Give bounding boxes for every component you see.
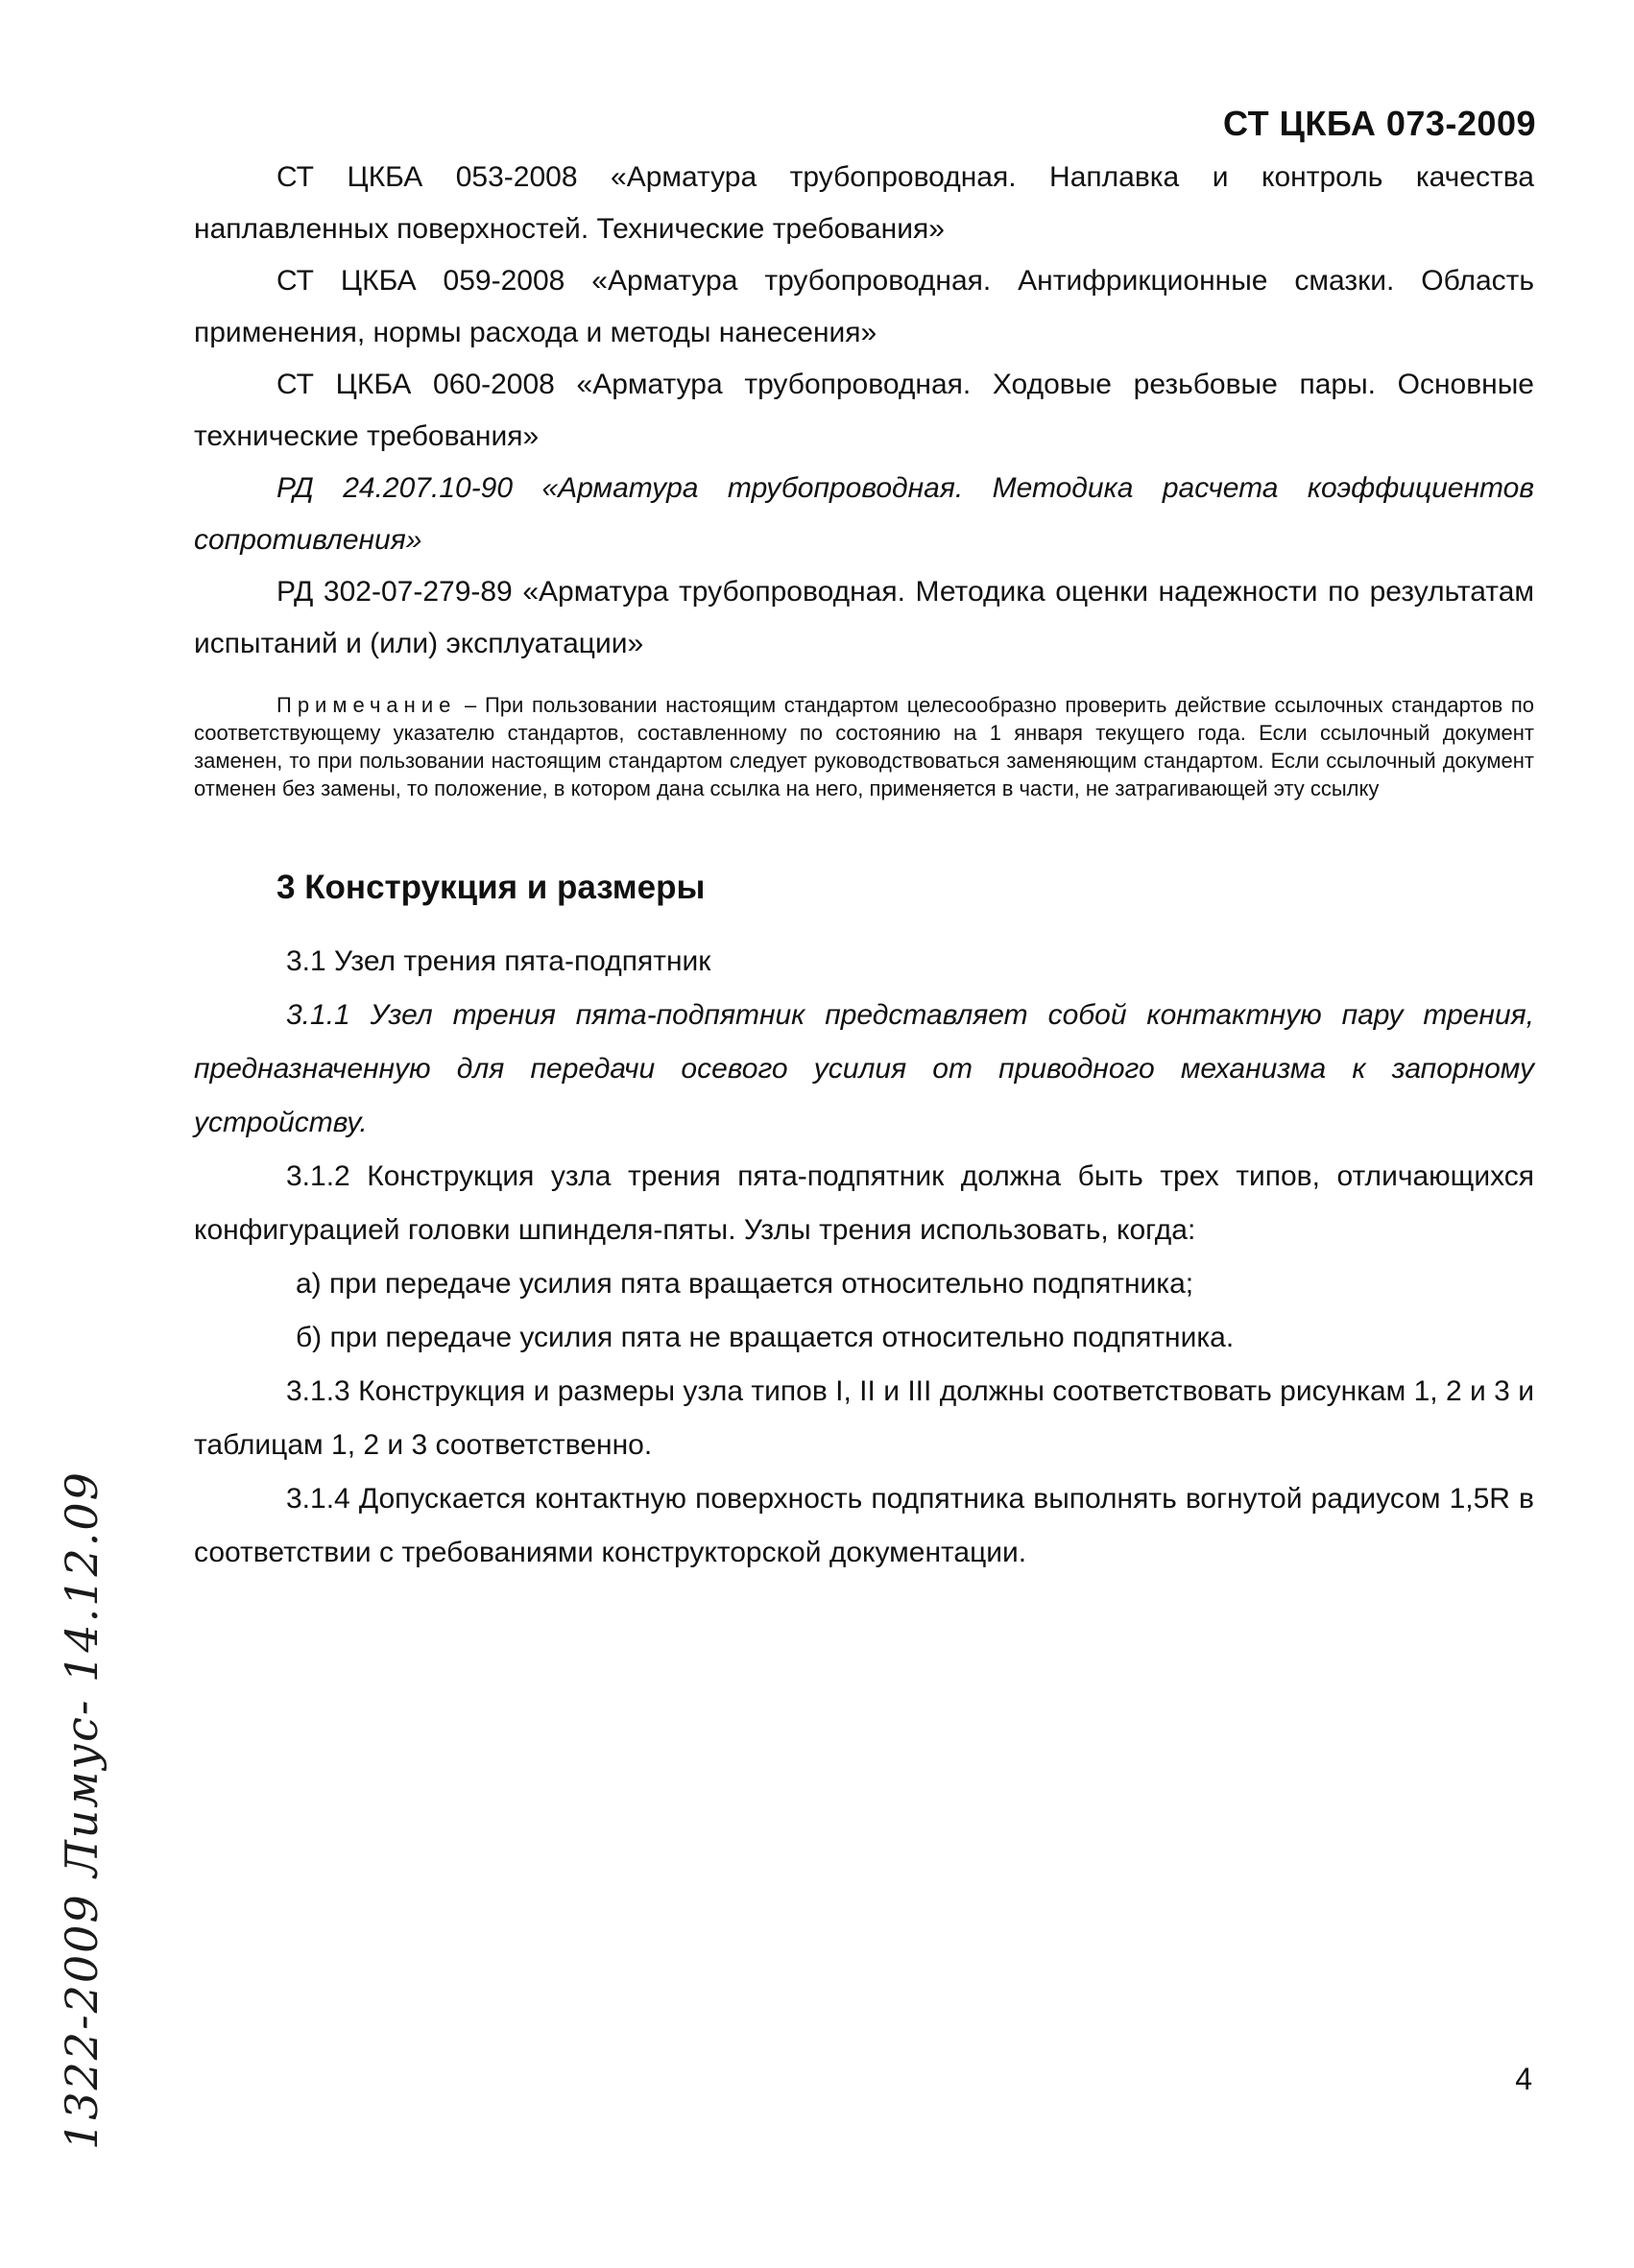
page-content [194,152,1534,1580]
reference-item: РД 302-07-279-89 «Арматура трубопроводная. Методика оценки надежности по результатам испытаний и (или) эксплуатации» [194,576,1534,659]
reference-item: РД 24.207.10-90 «Арматура трубопроводная. Методика расчета коэффициентов сопротивления» [194,472,1534,556]
document-code: СТ ЦКБА 073-2009 [1222,104,1536,143]
reference-item: СТ ЦКБА 053-2008 «Арматура трубопроводная. Наплавка и контроль качества наплавленных поверхностей. Технические требования» [194,161,1534,245]
clause-3-1-2: 3.1.2 Конструкция узла трения пята-подпятник должна быть трех типов, отличающихся конфигурацией головки шпинделя-пяты. Узлы трения использовать, когда: [194,1160,1534,1246]
list-item-b: б) при передаче усилия пята не вращается относительно подпятника. [296,1322,1235,1353]
reference-item: СТ ЦКБА 059-2008 «Арматура трубопроводная. Антифрикционные смазки. Область применения, нормы расхода и методы нанесения» [194,265,1534,348]
page-number: 4 [1515,2062,1532,2096]
clause-3-1: 3.1 Узел трения пята-подпятник [286,945,711,977]
list-item-a: а) при передаче усилия пята вращается относительно подпятника; [296,1268,1194,1300]
clause-3-1-4: 3.1.4 Допускается контактную поверхность подпятника выполнять вогнутой радиусом 1,5R в соответствии с требованиями конструкторской документации. [194,1483,1534,1568]
note-text: – При пользовании настоящим стандартом целесообразно проверить действие ссылочных стандартов по соответствующему указателю стандартов, составленному по состоянию на 1 января текущего года. Если ссылочный документ заменен, то при пользовании настоящим стандартом следует руководствоваться заменяющим стандартом. Если ссылочный документ отменен без замены, то положение, в котором дана ссылка на него, применяется в части, не затрагивающей эту ссылку [194,693,1534,800]
clause-3-1-3: 3.1.3 Конструкция и размеры узла типов I, II и III должны соответствовать рисункам 1, 2 и 3 и таблицам 1, 2 и 3 соответственно. [194,1375,1534,1461]
handwritten-margin-note: 1322-2009 Лимус- 14.12.09 [56,1470,108,2150]
note [194,691,1534,802]
section-title: 3 Конструкция и размеры [276,869,706,906]
clause-3-1-1: 3.1.1 Узел трения пята-подпятник представляет собой контактную пару трения, предназначенную для передачи осевого усилия от приводного механизма к запорному устройству. [194,999,1534,1138]
note-label: Примечание [276,693,457,717]
reference-item: СТ ЦКБА 060-2008 «Арматура трубопроводная. Ходовые резьбовые пары. Основные технические требования» [194,369,1534,452]
